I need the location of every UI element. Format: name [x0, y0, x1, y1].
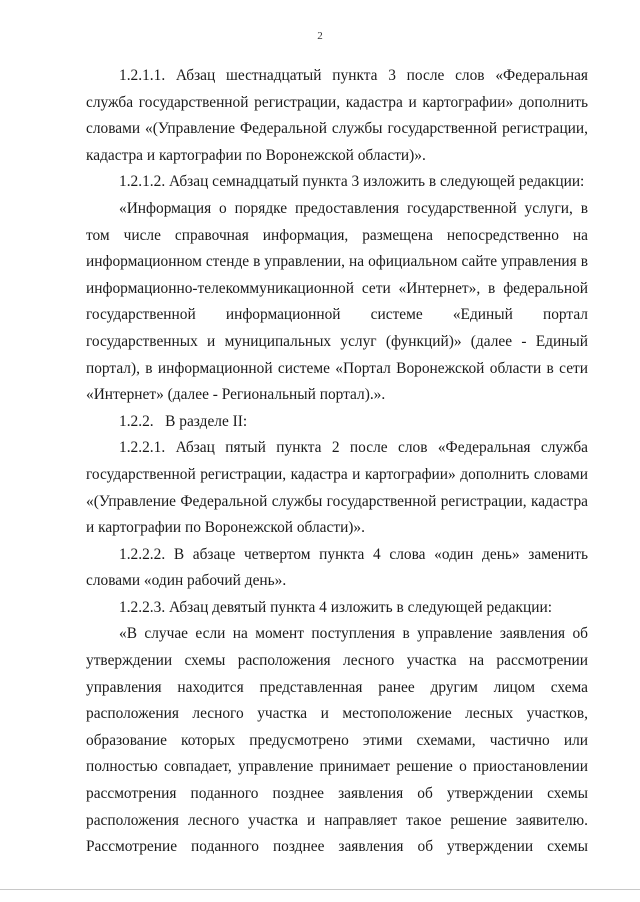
document-body [86, 63, 588, 861]
paragraph-1-2-1-1: 1.2.1.1. Абзац шестнадцатый пункта 3 после слов «Федеральная служба государственной регистрации, кадастра и картографии» дополнить словами «(Управление Федеральной службы государственной регистрации, кадастра и картографии по Воронежской области)». [86, 67, 588, 164]
paragraph-1-2-2-3: 1.2.2.3. Абзац девятый пункта 4 изложить в следующей редакции: [119, 598, 552, 616]
paragraph-quote-case: «В случае если на момент поступления в управление заявления об утверждении схемы расположения лесного участка на рассмотрении управления находится представленная ранее другим лицом схема расположения лесного участка и местоположение лесных участков, образование которых предусмотрено этими схемами, частично или полностью совпадает, управление принимает решение о приостановлении рассмотрения поданного позднее заявления об утверждении схемы расположения лесного участка и направляет такое решение заявителю. Рассмотрение поданного позднее заявления об утверждении схемы [86, 625, 588, 856]
paragraph-1-2-1-2: 1.2.1.2. Абзац семнадцатый пункта 3 изложить в следующей редакции: [119, 173, 585, 191]
paragraph-1-2-2-1: 1.2.2.1. Абзац пятый пункта 2 после слов «Федеральная служба государственной регистрации, кадастра и картографии» дополнить словами «(Управление Федеральной службы государственной регистрации, кадастра и картографии по Воронежской области)». [86, 439, 588, 537]
paragraph-1-2-2-2: 1.2.2.2. В абзаце четвертом пункта 4 слова «один день» заменить словами «один рабочий день». [86, 545, 588, 590]
page-number: 2 [317, 30, 323, 42]
paragraph-1-2-2: 1.2.2. В разделе II: [119, 412, 248, 430]
paragraph-quote-information: «Информация о порядке предоставления государственной услуги, в том числе справочная информация, размещена непосредственно на информационном стенде в управлении, на официальном сайте управления в информационно-телекоммуникационной сети «Интернет», в федеральной государственной информационной системе «Единый портал государственных и муниципальных услуг (функций)» (далее - Единый портал), в информационной системе «Портал Воронежской области в сети «Интернет» (далее - Региональный портал).». [86, 199, 588, 404]
scan-edge-line [0, 889, 640, 890]
